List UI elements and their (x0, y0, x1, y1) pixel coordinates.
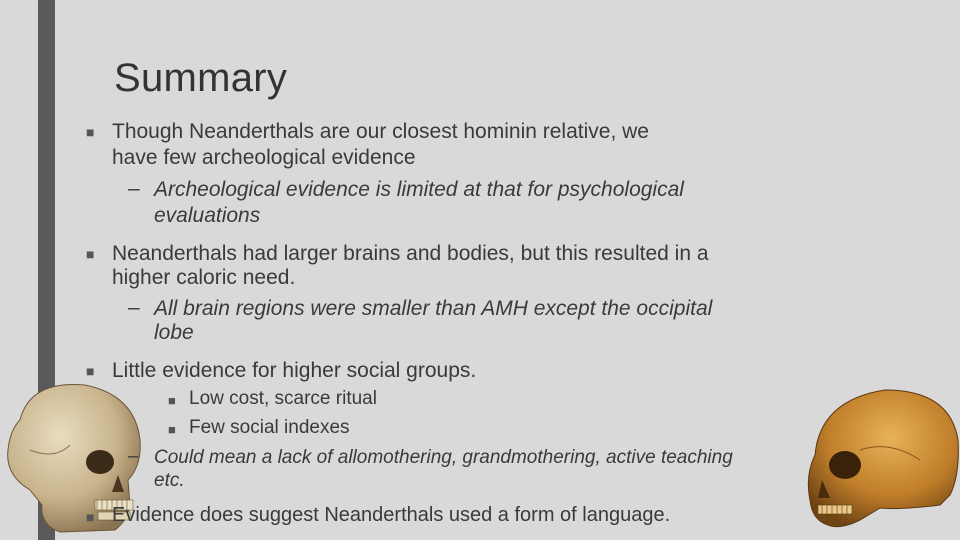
bullet-marker: ■ (168, 393, 176, 408)
bullet-marker: ■ (86, 363, 95, 379)
point-1-line-1: Though Neanderthals are our closest hominin relative, we (112, 120, 649, 143)
bullet-marker: ■ (86, 246, 95, 262)
slide-title: Summary (114, 56, 288, 100)
point-1-sub-line-1: Archeological evidence is limited at that for psychological (154, 178, 684, 201)
point-3-subsub-2: Few social indexes (189, 417, 350, 438)
dash-marker: – (128, 446, 139, 467)
point-2-line-2: higher caloric need. (112, 266, 296, 289)
neanderthal-skull-image (800, 380, 960, 540)
bullet-marker: ■ (168, 422, 176, 437)
bullet-marker: ■ (86, 124, 95, 140)
bullet-marker: ■ (86, 509, 95, 525)
point-2-line-1: Neanderthals had larger brains and bodies, but this resulted in a (112, 242, 709, 265)
dash-marker: – (128, 296, 140, 319)
point-3-subsub-1: Low cost, scarce ritual (189, 388, 377, 409)
point-1-line-2: have few archeological evidence (112, 146, 416, 169)
dash-marker: – (128, 177, 140, 200)
point-2-sub-line-1: All brain regions were smaller than AMH except the occipital (154, 297, 713, 320)
point-1-sub-line-2: evaluations (154, 204, 261, 227)
point-3-sub-line-1: Could mean a lack of allomothering, grandmothering, active teaching (154, 447, 733, 468)
point-2-sub-line-2: lobe (154, 321, 194, 344)
point-3-line-1: Little evidence for higher social groups. (112, 359, 477, 382)
point-3-sub-line-2: etc. (154, 470, 185, 491)
point-4-line-1: Evidence does suggest Neanderthals used a form of language. (112, 504, 671, 526)
